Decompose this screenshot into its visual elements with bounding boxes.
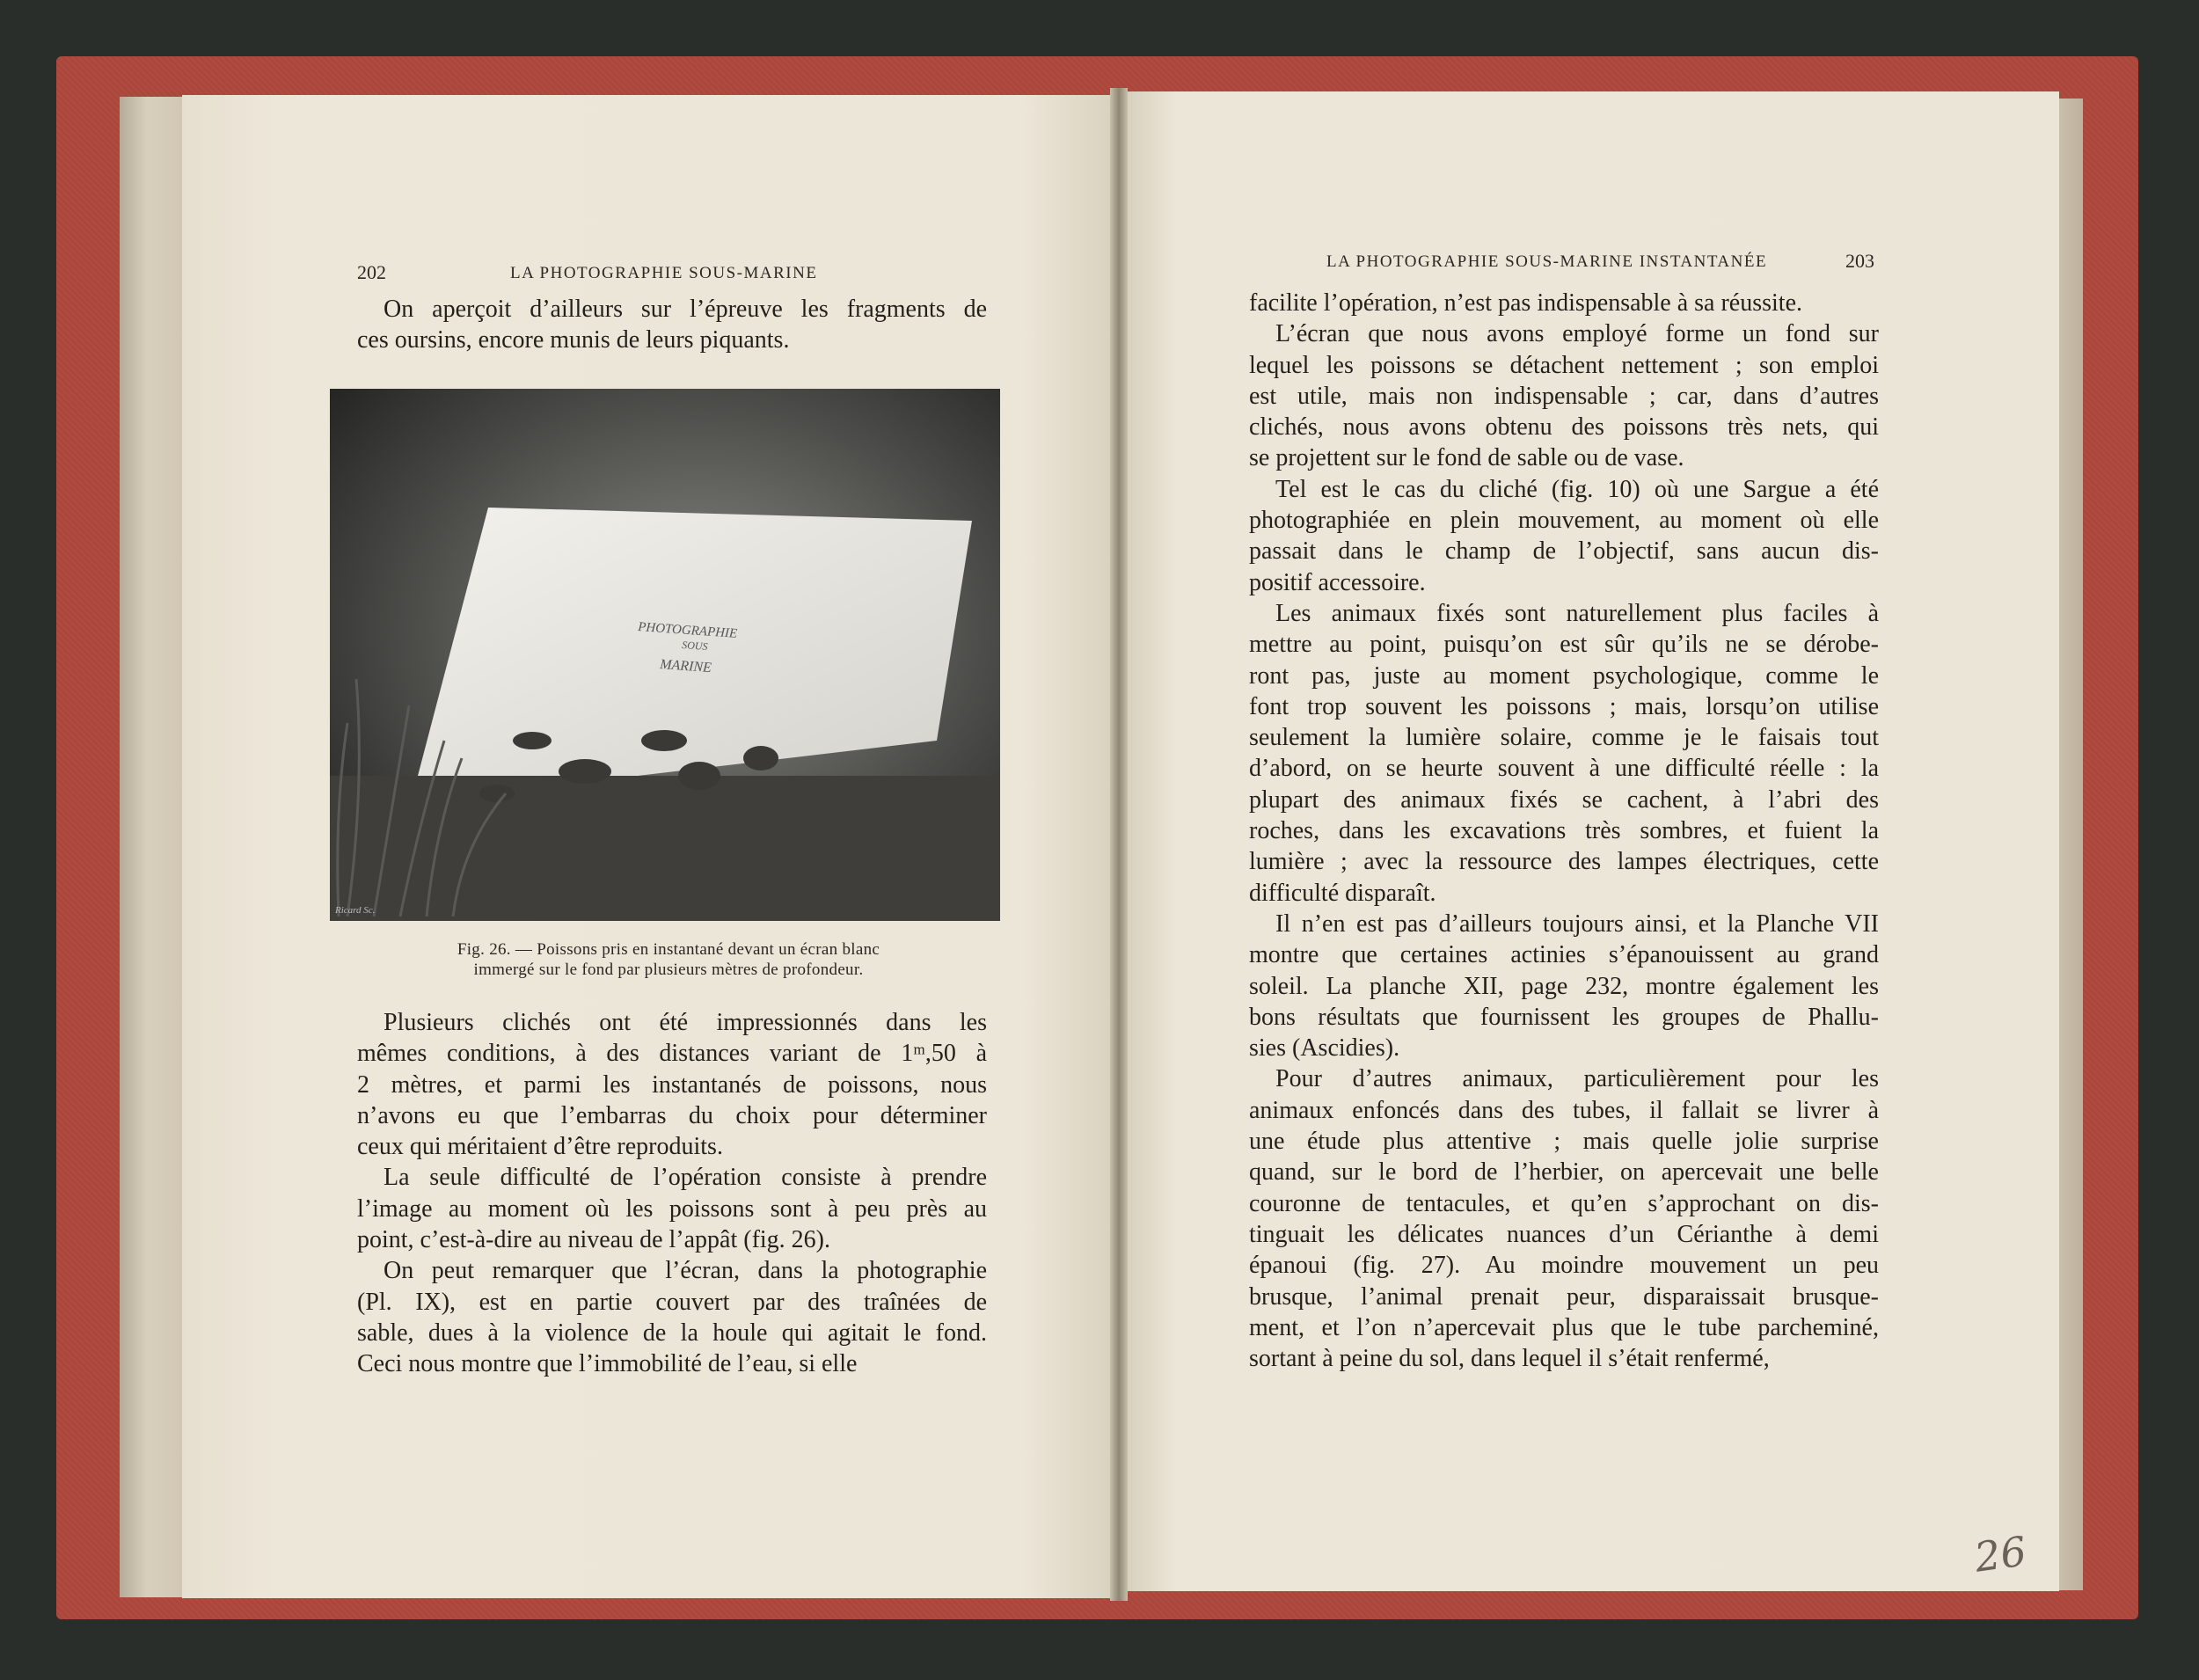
plate-lettering-2: SOUS	[681, 639, 709, 654]
text-line: sortant à peine du sol, dans lequel il s’était renfermé,	[1249, 1345, 1770, 1373]
text-line: d’abord, on se heurte souvent à une difficulté réelle : la	[1249, 755, 1879, 783]
figure-26-photograph	[330, 389, 1000, 921]
text-line: Plusieurs clichés ont été impressionnés dans les	[384, 1009, 987, 1036]
text-line: plupart des animaux fixés se cachent, à l’abri des	[1249, 785, 1879, 814]
text-line: animaux enfoncés dans des tubes, il fallait se livrer à	[1249, 1096, 1879, 1124]
left-intro-paragraph	[357, 294, 987, 356]
text-line: montre que certaines actinies s’épanouissent au grand	[1249, 941, 1879, 969]
plate-lettering-3: MARINE	[659, 657, 712, 676]
plate-lettering-1: PHOTOGRAPHIE	[637, 620, 738, 641]
text-line: ment, et l’on n’apercevait plus que le tube parcheminé,	[1249, 1313, 1879, 1341]
text-line: La seule difficulté de l’opération consiste à prendre	[384, 1164, 987, 1192]
right-page-number: 203	[1845, 250, 1874, 272]
text-line: passait dans le champ de l’objectif, sans aucun dis-	[1249, 537, 1879, 566]
text-line: font trop souvent les poissons ; mais, lorsqu’on utilise	[1249, 692, 1879, 720]
text-line: couronne de tentacules, et qu’en s’approchant on dis-	[1249, 1189, 1879, 1217]
text-line: mettre au point, puisqu’on est sûr qu’ils ne se dérobe-	[1249, 631, 1879, 659]
page-stack-left	[120, 97, 190, 1597]
text-line: n’avons eu que l’embarras du choix pour déterminer	[357, 1101, 987, 1129]
text-line: positif accessoire.	[1249, 568, 1426, 596]
text-line: Ceci nous montre que l’immobilité de l’eau, si elle	[357, 1350, 858, 1378]
right-body-text	[1249, 288, 1879, 1374]
figure-caption	[369, 939, 968, 980]
text-line: sable, dues à la violence de la houle qui agitait le fond.	[357, 1318, 987, 1347]
text-line: lequel les poissons se détachent nettement ; son emploi	[1249, 351, 1879, 379]
text-line: L’écran que nous avons employé forme un fond sur	[1275, 320, 1879, 348]
caption-line: Fig. 26. — Poissons pris en instantané devant un écran blanc	[457, 940, 880, 959]
text-line: soleil. La planche XII, page 232, montre également les	[1249, 972, 1879, 1000]
text-line: épanoui (fig. 27). Au moindre mouvement un peu	[1249, 1252, 1879, 1280]
text-line: est utile, mais non indispensable ; car, dans d’autres	[1249, 382, 1879, 410]
text-line: roches, dans les excavations très sombres, et fuient la	[1249, 817, 1879, 845]
text-line: (Pl. IX), est en partie couvert par des traînées de	[357, 1288, 987, 1316]
text-line: On peut remarquer que l’écran, dans la photographie	[384, 1257, 987, 1285]
text-line: une étude plus attentive ; mais quelle jolie surprise	[1249, 1128, 1879, 1156]
text-line: On aperçoit d’ailleurs sur l’épreuve les fragments de	[384, 296, 987, 323]
text-line: mêmes conditions, à des distances variant de 1ᵐ,50 à	[357, 1040, 987, 1068]
text-line: clichés, nous avons obtenu des poissons très nets, qui	[1249, 413, 1879, 442]
caption-line: immergé sur le fond par plusieurs mètres de profondeur.	[473, 961, 864, 979]
text-line: Tel est le cas du cliché (fig. 10) où une Sargue a été	[1275, 475, 1879, 503]
left-page-number: 202	[357, 261, 386, 283]
text-line: quand, sur le bord de l’herbier, on apercevait une belle	[1249, 1158, 1879, 1187]
text-line: Pour d’autres animaux, particulièrement pour les	[1275, 1065, 1879, 1093]
text-line: Il n’en est pas d’ailleurs toujours ainsi, et la Planche VII	[1275, 909, 1879, 938]
sea-floor	[330, 776, 1000, 921]
handwritten-folio-number: 26	[1971, 1527, 2030, 1581]
left-running-head: LA PHOTOGRAPHIE SOUS-MARINE	[510, 264, 818, 282]
text-line: lumière ; avec la ressource des lampes électriques, cette	[1249, 848, 1879, 876]
book-gutter	[1110, 88, 1128, 1601]
text-line: ces oursins, encore munis de leurs piquants.	[357, 326, 790, 354]
text-line: 2 mètres, et parmi les instantanés de poissons, nous	[357, 1070, 987, 1099]
text-line: bons résultats que fournissent les groupes de Phallu-	[1249, 1003, 1879, 1031]
text-line: se projettent sur le fond de sable ou de vase.	[1249, 444, 1684, 472]
text-line: seulement la lumière solaire, comme je le faisais tout	[1249, 724, 1879, 752]
text-line: l’image au moment où les poissons sont à peu près au	[357, 1194, 987, 1223]
text-line: Les animaux fixés sont naturellement plus faciles à	[1275, 599, 1879, 627]
text-line: photographiée en plein mouvement, au moment où elle	[1249, 507, 1879, 535]
text-line: point, c’est-à-dire au niveau de l’appât (fig. 26).	[357, 1226, 831, 1254]
text-line: tinguait les délicates nuances d’un Cérianthe à demi	[1249, 1220, 1879, 1248]
text-line: difficulté disparaît.	[1249, 879, 1436, 907]
text-line: ceux qui méritaient d’être reproduits.	[357, 1133, 723, 1161]
text-line: brusque, l’animal prenait peur, disparaissait brusque-	[1249, 1282, 1879, 1311]
text-line: sies (Ascidies).	[1249, 1034, 1400, 1063]
engraver-signature: Ricard Sc.	[335, 905, 376, 916]
left-body-text	[357, 1007, 987, 1380]
right-running-head: LA PHOTOGRAPHIE SOUS-MARINE INSTANTANÉE	[1326, 252, 1768, 271]
text-line: ront pas, juste au moment psychologique, comme le	[1249, 661, 1879, 690]
text-line: facilite l’opération, n’est pas indispensable à sa réussite.	[1249, 289, 1803, 317]
